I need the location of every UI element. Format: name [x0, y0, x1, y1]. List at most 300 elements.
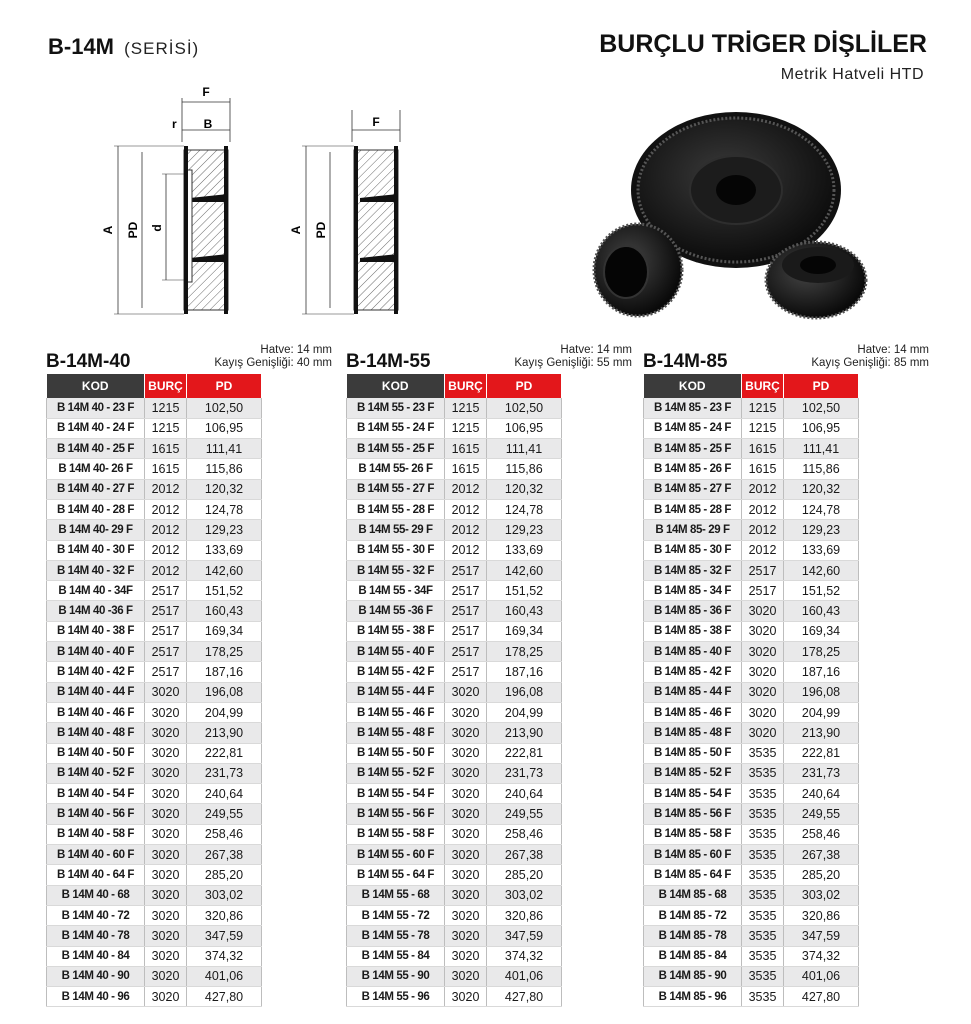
table-row: [644, 581, 859, 601]
cell-kod: B 14M 55- 26 F: [347, 459, 445, 479]
cell-burc: 2517: [445, 601, 487, 621]
cell-pd: 347,59: [187, 926, 262, 946]
cell-burc: 1215: [445, 418, 487, 438]
cell-kod: B 14M 40 -36 F: [47, 601, 145, 621]
cell-kod: B 14M 85 - 90: [644, 966, 742, 986]
table-row: [47, 499, 262, 519]
cell-burc: 1615: [145, 439, 187, 459]
cell-pd: 401,06: [784, 966, 859, 986]
cell-burc: 3020: [145, 743, 187, 763]
cell-pd: 169,34: [487, 621, 562, 641]
table-row: [347, 946, 562, 966]
cell-kod: B 14M 40 - 68: [47, 885, 145, 905]
table-row: [47, 479, 262, 499]
pulley-table: [46, 374, 262, 1007]
column-header-burc: BURÇ: [445, 374, 487, 398]
cell-pd: 222,81: [487, 743, 562, 763]
cell-burc: 3020: [145, 702, 187, 722]
cell-kod: B 14M 40 - 28 F: [47, 499, 145, 519]
table-row: [47, 845, 262, 865]
table-row: [644, 763, 859, 783]
cell-kod: B 14M 85- 29 F: [644, 520, 742, 540]
cell-pd: 427,80: [187, 987, 262, 1007]
table-block-40: [46, 344, 332, 1007]
cell-kod: B 14M 85 - 72: [644, 905, 742, 925]
table-row: [347, 499, 562, 519]
cell-burc: 2012: [145, 520, 187, 540]
table-row: [47, 824, 262, 844]
table-row: [47, 926, 262, 946]
cell-pd: 133,69: [784, 540, 859, 560]
table-row: [347, 560, 562, 580]
cell-kod: B 14M 40 - 72: [47, 905, 145, 925]
cell-kod: B 14M 40 - 64 F: [47, 865, 145, 885]
cell-pd: 258,46: [487, 824, 562, 844]
column-header-pd: PD: [187, 374, 262, 398]
cell-burc: 3020: [145, 784, 187, 804]
label-B: B: [203, 117, 213, 131]
table-row: [347, 784, 562, 804]
cell-pd: 213,90: [487, 723, 562, 743]
table-row: [347, 520, 562, 540]
table-row: [47, 784, 262, 804]
cell-burc: 3020: [742, 601, 784, 621]
cell-kod: B 14M 85 - 56 F: [644, 804, 742, 824]
cell-pd: 258,46: [187, 824, 262, 844]
cell-pd: 115,86: [784, 459, 859, 479]
cell-pd: 249,55: [187, 804, 262, 824]
cell-pd: 231,73: [187, 763, 262, 783]
label-r: r: [172, 117, 177, 131]
drawing-without-flange: [289, 110, 400, 314]
table-row: [347, 682, 562, 702]
table-row: [644, 723, 859, 743]
cell-burc: 3020: [445, 702, 487, 722]
cell-kod: B 14M 40 - 30 F: [47, 540, 145, 560]
cell-burc: 3020: [145, 845, 187, 865]
cell-pd: 129,23: [784, 520, 859, 540]
cell-burc: 2012: [145, 499, 187, 519]
table-row: [644, 926, 859, 946]
table-row: [644, 439, 859, 459]
table-row: [347, 601, 562, 621]
cell-burc: 2012: [445, 499, 487, 519]
page-title: [48, 34, 199, 60]
cell-pd: 285,20: [187, 865, 262, 885]
cell-burc: 3020: [445, 946, 487, 966]
cell-burc: 3535: [742, 946, 784, 966]
table-row: [47, 763, 262, 783]
cell-pd: 231,73: [784, 763, 859, 783]
cell-pd: 347,59: [487, 926, 562, 946]
cell-kod: B 14M 55 - 46 F: [347, 702, 445, 722]
column-header-pd: PD: [784, 374, 859, 398]
table-row: [347, 763, 562, 783]
table-row: [347, 905, 562, 925]
cell-pd: 196,08: [784, 682, 859, 702]
cell-kod: B 14M 55 - 84: [347, 946, 445, 966]
cell-pd: 303,02: [187, 885, 262, 905]
cell-kod: B 14M 40 - 56 F: [47, 804, 145, 824]
table-row: [347, 723, 562, 743]
cell-kod: B 14M 85 - 54 F: [644, 784, 742, 804]
cell-kod: B 14M 40 - 84: [47, 946, 145, 966]
cell-burc: 2012: [445, 479, 487, 499]
table-row: [644, 621, 859, 641]
table-row: [47, 702, 262, 722]
cell-pd: 115,86: [487, 459, 562, 479]
table-row: [47, 642, 262, 662]
cell-pd: 111,41: [187, 439, 262, 459]
cell-burc: 2012: [145, 560, 187, 580]
table-header-area: [643, 344, 929, 374]
cell-pd: 142,60: [487, 560, 562, 580]
cell-pd: 129,23: [487, 520, 562, 540]
series-suffix: (SERİSİ): [124, 39, 200, 58]
table-title: B-14M-55: [346, 351, 431, 372]
cell-kod: B 14M 55 - 44 F: [347, 682, 445, 702]
cell-burc: 3020: [145, 905, 187, 925]
cell-burc: 3020: [742, 662, 784, 682]
cell-pd: 160,43: [187, 601, 262, 621]
cell-pd: 267,38: [487, 845, 562, 865]
cell-kod: B 14M 40 - 42 F: [47, 662, 145, 682]
cell-burc: 2517: [445, 662, 487, 682]
cell-pd: 427,80: [784, 987, 859, 1007]
cell-kod: B 14M 55 - 52 F: [347, 763, 445, 783]
cell-pd: 187,16: [784, 662, 859, 682]
cell-kod: B 14M 55 - 68: [347, 885, 445, 905]
cell-kod: B 14M 85 - 34 F: [644, 581, 742, 601]
table-row: [644, 479, 859, 499]
cell-pd: 204,99: [187, 702, 262, 722]
cell-pd: 120,32: [784, 479, 859, 499]
cell-pd: 120,32: [187, 479, 262, 499]
cell-kod: B 14M 85 - 64 F: [644, 865, 742, 885]
label-F-right: F: [372, 115, 380, 129]
cell-kod: B 14M 85 - 78: [644, 926, 742, 946]
spec-pitch: Hatve: 14 mm: [260, 344, 332, 356]
cell-kod: B 14M 85 - 32 F: [644, 560, 742, 580]
table-row: [644, 946, 859, 966]
cell-pd: 231,73: [487, 763, 562, 783]
table-block-85: [643, 344, 929, 1007]
cell-kod: B 14M 55 - 40 F: [347, 642, 445, 662]
cell-pd: 213,90: [784, 723, 859, 743]
table-row: [644, 499, 859, 519]
spec-pitch: Hatve: 14 mm: [857, 344, 929, 356]
cell-pd: 196,08: [187, 682, 262, 702]
pulley-technical-drawing: [100, 80, 420, 320]
table-row: [644, 987, 859, 1007]
column-header-kod: KOD: [47, 374, 145, 398]
table-row: [47, 560, 262, 580]
cell-pd: 151,52: [487, 581, 562, 601]
table-row: [347, 743, 562, 763]
cell-burc: 1215: [742, 398, 784, 418]
cell-burc: 3535: [742, 987, 784, 1007]
cell-burc: 1215: [742, 418, 784, 438]
table-row: [347, 621, 562, 641]
cell-kod: B 14M 85 - 24 F: [644, 418, 742, 438]
cell-burc: 3020: [445, 845, 487, 865]
cell-pd: 401,06: [187, 966, 262, 986]
table-row: [347, 662, 562, 682]
cell-pd: 285,20: [487, 865, 562, 885]
cell-pd: 303,02: [784, 885, 859, 905]
cell-pd: 267,38: [784, 845, 859, 865]
cell-kod: B 14M 40 - 38 F: [47, 621, 145, 641]
cell-kod: B 14M 55 - 25 F: [347, 439, 445, 459]
cell-kod: B 14M 55 - 96: [347, 987, 445, 1007]
cell-burc: 3020: [145, 804, 187, 824]
cell-pd: 204,99: [487, 702, 562, 722]
table-row: [644, 682, 859, 702]
table-row: [644, 459, 859, 479]
cell-burc: 3535: [742, 784, 784, 804]
table-row: [644, 966, 859, 986]
cell-pd: 285,20: [784, 865, 859, 885]
table-row: [47, 946, 262, 966]
cell-kod: B 14M 40 - 34F: [47, 581, 145, 601]
table-row: [47, 418, 262, 438]
cell-burc: 3020: [445, 723, 487, 743]
cell-pd: 124,78: [784, 499, 859, 519]
cell-pd: 106,95: [187, 418, 262, 438]
table-row: [644, 520, 859, 540]
table-row: [347, 540, 562, 560]
cell-kod: B 14M 85 - 50 F: [644, 743, 742, 763]
table-row: [644, 560, 859, 580]
table-row: [47, 905, 262, 925]
cell-burc: 2517: [445, 581, 487, 601]
cell-pd: 320,86: [784, 905, 859, 925]
table-row: [644, 662, 859, 682]
cell-kod: B 14M 55 - 24 F: [347, 418, 445, 438]
cell-burc: 1215: [145, 398, 187, 418]
cell-kod: B 14M 55 - 28 F: [347, 499, 445, 519]
cell-burc: 3020: [742, 621, 784, 641]
cell-burc: 3535: [742, 845, 784, 865]
cell-kod: B 14M 40- 29 F: [47, 520, 145, 540]
cell-kod: B 14M 55 - 50 F: [347, 743, 445, 763]
label-d: d: [150, 224, 164, 232]
cell-burc: 2012: [742, 540, 784, 560]
table-row: [347, 642, 562, 662]
table-row: [644, 642, 859, 662]
cell-burc: 3535: [742, 905, 784, 925]
cell-burc: 3020: [445, 987, 487, 1007]
cell-kod: B 14M 85 - 42 F: [644, 662, 742, 682]
cell-burc: 2517: [445, 642, 487, 662]
table-row: [644, 804, 859, 824]
cell-burc: 3020: [145, 865, 187, 885]
label-A: A: [101, 225, 115, 235]
table-row: [47, 662, 262, 682]
cell-pd: 102,50: [187, 398, 262, 418]
cell-kod: B 14M 85 - 58 F: [644, 824, 742, 844]
table-row: [347, 439, 562, 459]
table-row: [347, 885, 562, 905]
cell-burc: 3535: [742, 966, 784, 986]
cell-pd: 187,16: [187, 662, 262, 682]
cell-pd: 129,23: [187, 520, 262, 540]
cell-kod: B 14M 55 -36 F: [347, 601, 445, 621]
table-row: [47, 804, 262, 824]
cell-pd: 169,34: [187, 621, 262, 641]
cell-kod: B 14M 55 - 32 F: [347, 560, 445, 580]
cell-kod: B 14M 85 - 36 F: [644, 601, 742, 621]
table-row: [47, 987, 262, 1007]
cell-burc: 2012: [742, 499, 784, 519]
label-PD: PD: [126, 221, 140, 239]
table-title: B-14M-40: [46, 351, 131, 372]
cell-kod: B 14M 85 - 26 F: [644, 459, 742, 479]
cell-pd: 374,32: [487, 946, 562, 966]
cell-burc: 2517: [145, 642, 187, 662]
spec-belt-width: Kayış Genişliği: 40 mm: [214, 357, 332, 369]
cell-burc: 3020: [145, 946, 187, 966]
table-row: [644, 398, 859, 418]
cell-burc: 3020: [145, 682, 187, 702]
cell-kod: B 14M 55 - 78: [347, 926, 445, 946]
column-header-kod: KOD: [347, 374, 445, 398]
cell-kod: B 14M 55 - 30 F: [347, 540, 445, 560]
cell-kod: B 14M 40 - 32 F: [47, 560, 145, 580]
cell-burc: 2517: [145, 621, 187, 641]
cell-burc: 2517: [742, 581, 784, 601]
cell-pd: 169,34: [784, 621, 859, 641]
cell-pd: 151,52: [187, 581, 262, 601]
product-subtitle: Metrik Hatveli HTD: [780, 66, 924, 83]
cell-kod: B 14M 55 - 42 F: [347, 662, 445, 682]
cell-burc: 1615: [445, 459, 487, 479]
cell-kod: B 14M 85 - 52 F: [644, 763, 742, 783]
cell-pd: 374,32: [784, 946, 859, 966]
spec-belt-width: Kayış Genişliği: 85 mm: [811, 357, 929, 369]
cell-pd: 111,41: [487, 439, 562, 459]
cell-kod: B 14M 55 - 60 F: [347, 845, 445, 865]
cell-pd: 222,81: [187, 743, 262, 763]
cell-pd: 106,95: [784, 418, 859, 438]
cell-pd: 124,78: [487, 499, 562, 519]
cell-burc: 3020: [145, 926, 187, 946]
cell-pd: 178,25: [187, 642, 262, 662]
cell-burc: 3535: [742, 804, 784, 824]
table-title: B-14M-85: [643, 351, 728, 372]
cell-kod: B 14M 55 - 58 F: [347, 824, 445, 844]
cell-kod: B 14M 55 - 27 F: [347, 479, 445, 499]
table-row: [47, 743, 262, 763]
cell-kod: B 14M 85 - 25 F: [644, 439, 742, 459]
cell-burc: 2517: [445, 621, 487, 641]
cell-pd: 187,16: [487, 662, 562, 682]
table-row: [47, 865, 262, 885]
cell-pd: 249,55: [487, 804, 562, 824]
cell-pd: 151,52: [784, 581, 859, 601]
table-row: [47, 723, 262, 743]
cell-pd: 133,69: [187, 540, 262, 560]
cell-kod: B 14M 85 - 23 F: [644, 398, 742, 418]
cell-kod: B 14M 85 - 44 F: [644, 682, 742, 702]
cell-kod: B 14M 55 - 23 F: [347, 398, 445, 418]
table-row: [347, 824, 562, 844]
table-header-area: [346, 344, 632, 374]
cell-kod: B 14M 85 - 30 F: [644, 540, 742, 560]
cell-kod: B 14M 85 - 27 F: [644, 479, 742, 499]
cell-burc: 3020: [445, 885, 487, 905]
cell-kod: B 14M 55 - 56 F: [347, 804, 445, 824]
cell-burc: 3020: [445, 824, 487, 844]
table-row: [47, 601, 262, 621]
cell-burc: 3020: [445, 743, 487, 763]
cell-kod: B 14M 40 - 24 F: [47, 418, 145, 438]
table-row: [347, 418, 562, 438]
cell-kod: B 14M 85 - 48 F: [644, 723, 742, 743]
cell-burc: 2012: [145, 479, 187, 499]
table-row: [644, 784, 859, 804]
table-row: [347, 581, 562, 601]
cell-kod: B 14M 40 - 25 F: [47, 439, 145, 459]
cell-pd: 133,69: [487, 540, 562, 560]
cell-kod: B 14M 85 - 38 F: [644, 621, 742, 641]
cell-kod: B 14M 40 - 54 F: [47, 784, 145, 804]
cell-burc: 1615: [742, 459, 784, 479]
cell-pd: 240,64: [784, 784, 859, 804]
cell-pd: 213,90: [187, 723, 262, 743]
cell-burc: 2012: [145, 540, 187, 560]
label-F: F: [202, 85, 210, 99]
cell-burc: 3020: [145, 885, 187, 905]
cell-burc: 3535: [742, 763, 784, 783]
cell-pd: 374,32: [187, 946, 262, 966]
cell-burc: 3535: [742, 824, 784, 844]
cell-kod: B 14M 55- 29 F: [347, 520, 445, 540]
cell-kod: B 14M 40 - 96: [47, 987, 145, 1007]
cell-burc: 2012: [742, 479, 784, 499]
cell-kod: B 14M 40 - 60 F: [47, 845, 145, 865]
cell-pd: 204,99: [784, 702, 859, 722]
cell-pd: 196,08: [487, 682, 562, 702]
table-row: [644, 540, 859, 560]
table-row: [347, 987, 562, 1007]
label-A-right: A: [289, 225, 303, 235]
spec-info: [214, 344, 332, 370]
cell-burc: 3020: [145, 987, 187, 1007]
cell-burc: 3535: [742, 926, 784, 946]
cell-pd: 240,64: [187, 784, 262, 804]
cell-pd: 120,32: [487, 479, 562, 499]
cell-kod: B 14M 85 - 60 F: [644, 845, 742, 865]
table-row: [347, 398, 562, 418]
table-row: [47, 885, 262, 905]
cell-kod: B 14M 40 - 44 F: [47, 682, 145, 702]
column-header-kod: KOD: [644, 374, 742, 398]
column-header-burc: BURÇ: [145, 374, 187, 398]
table-row: [644, 601, 859, 621]
cell-burc: 3020: [445, 804, 487, 824]
cell-burc: 3020: [445, 784, 487, 804]
cell-kod: B 14M 40 - 90: [47, 966, 145, 986]
cell-kod: B 14M 55 - 54 F: [347, 784, 445, 804]
cell-pd: 106,95: [487, 418, 562, 438]
table-block-55: [346, 344, 632, 1007]
table-row: [47, 621, 262, 641]
table-header-area: [46, 344, 332, 374]
cell-pd: 303,02: [487, 885, 562, 905]
cell-kod: B 14M 40 - 50 F: [47, 743, 145, 763]
cell-pd: 240,64: [487, 784, 562, 804]
